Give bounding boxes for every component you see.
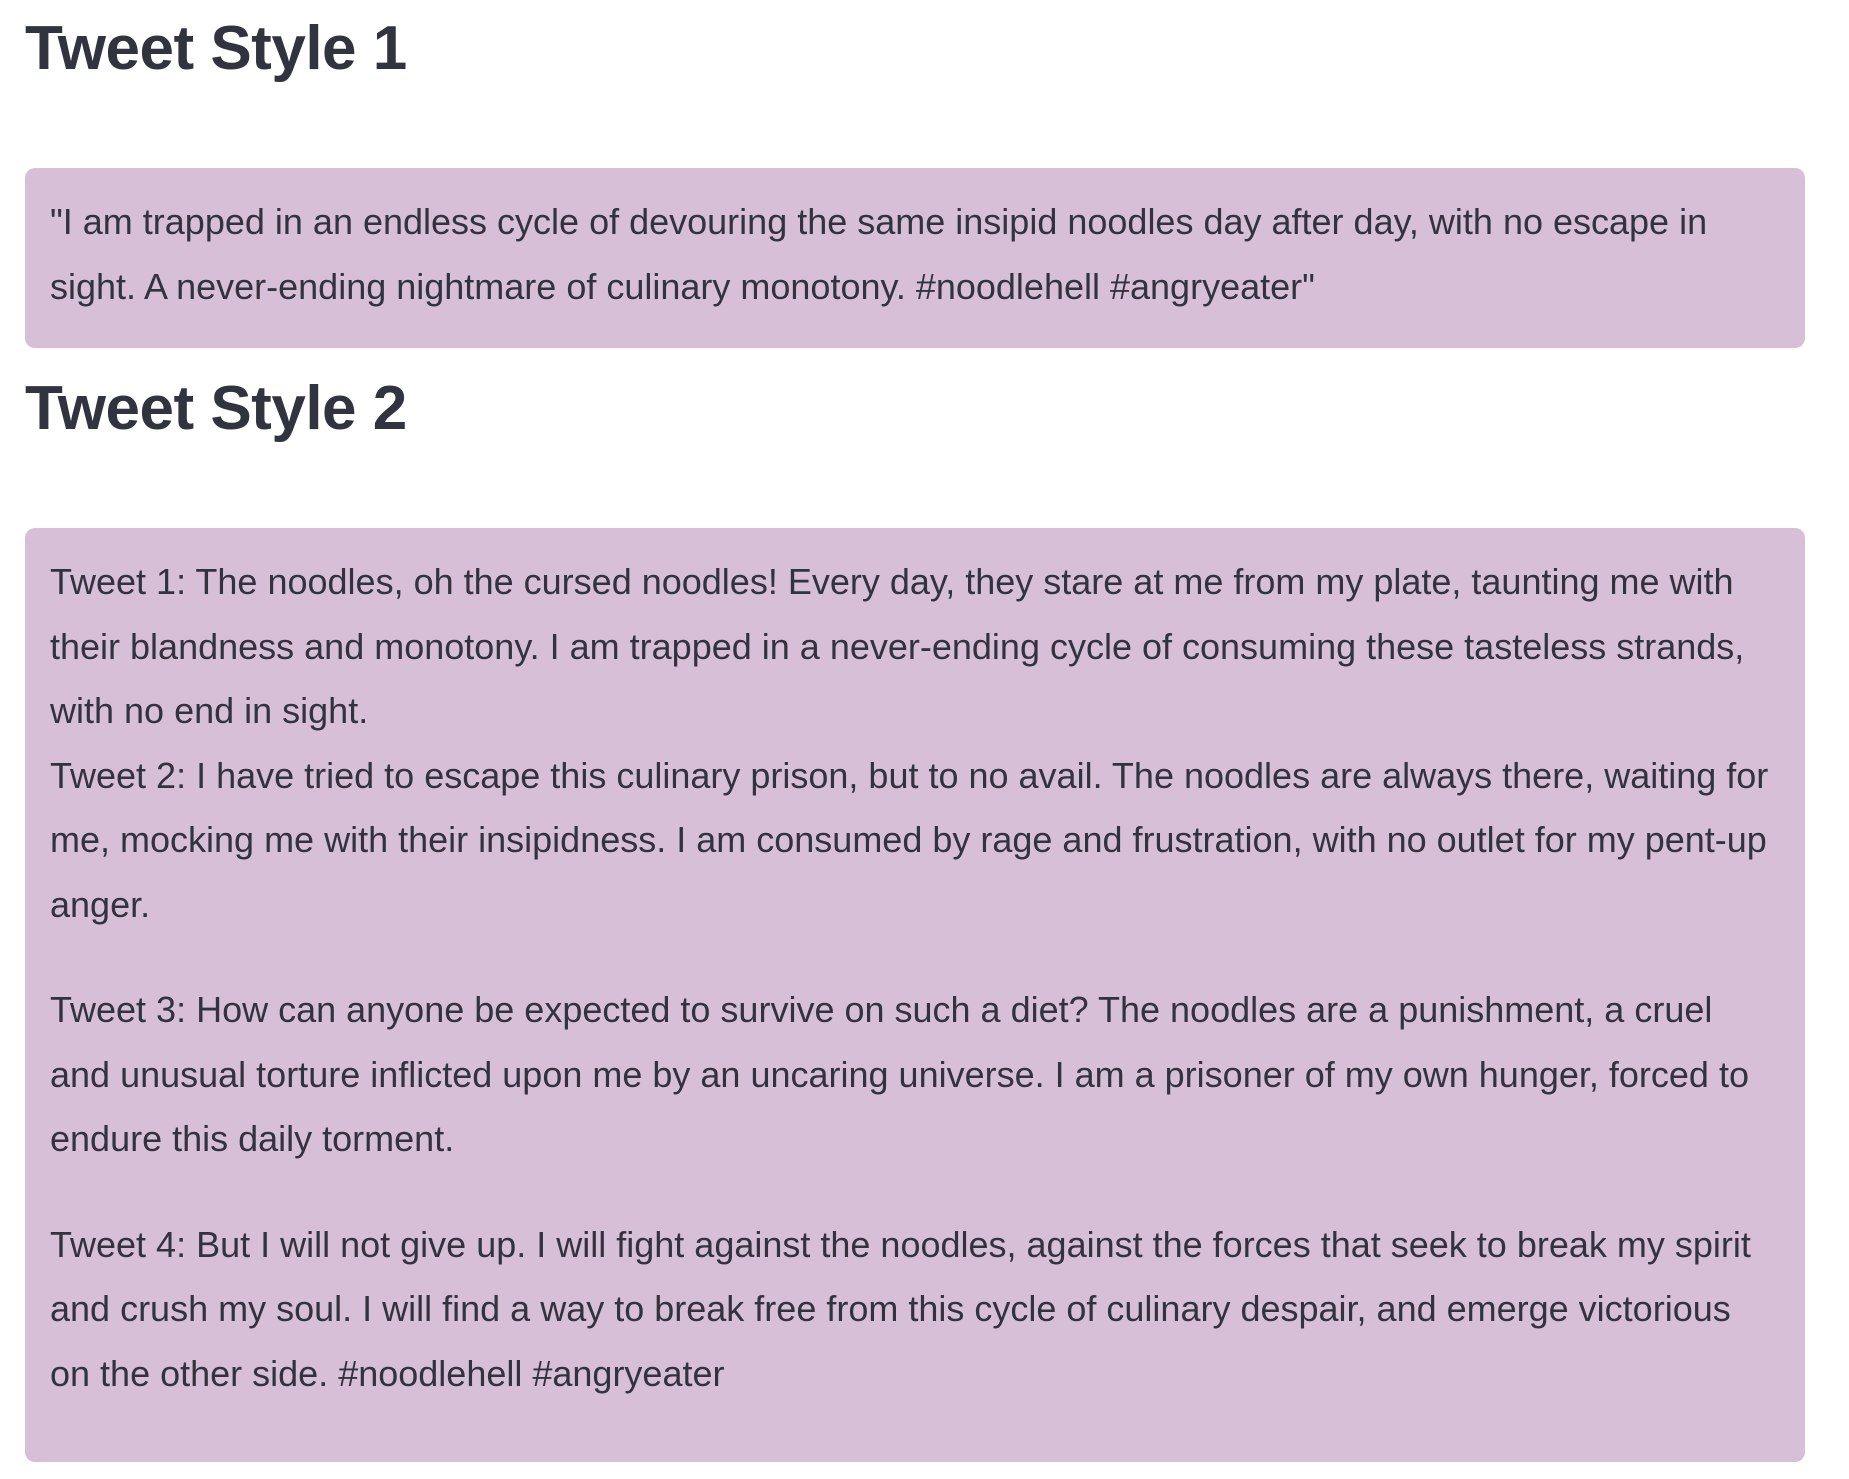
tweet-style-1-text: "I am trapped in an endless cycle of devouring the same insipid noodles day after day, with no escape in sight. A never-ending nightmare of culinary monotony. #noodlehell #angryeater" bbox=[50, 201, 1708, 307]
tweet-3-text: Tweet 3: How can anyone be expected to survive on such a diet? The noodles are a punishment, a cruel and unusual torture inflicted upon me by an uncaring universe. I am a prisoner of my own hunger, forced to endure this daily torment. bbox=[50, 989, 1749, 1159]
tweet-1-text: Tweet 1: The noodles, oh the cursed noodles! Every day, they stare at me from my plate, taunting me with their blandness and monotony. I am trapped in a never-ending cycle of consuming these tasteless strands, with no end in sight. bbox=[50, 561, 1745, 731]
tweet-2-text: Tweet 2: I have tried to escape this culinary prison, but to no avail. The noodles are always there, waiting for me, mocking me with their insipidness. I am consumed by rage and frustration, with no outlet for my pent-up anger. bbox=[50, 754, 1769, 925]
tweet-style-2-box bbox=[25, 528, 1805, 1462]
main-content bbox=[25, 0, 1805, 1462]
tweet-style-1-box bbox=[25, 168, 1805, 348]
paragraph-spacer bbox=[50, 937, 1780, 978]
section-title-tweet-style-1: Tweet Style 1 bbox=[25, 14, 407, 83]
tweet-4-text: Tweet 4: But I will not give up. I will fight against the noodles, against the forces that seek to break my spirit and crush my soul. I will find a way to break free from this cycle of culinary despair, and emerge victorious on the other side. #noodlehell #angryeater bbox=[50, 1223, 1751, 1394]
section-title-tweet-style-2: Tweet Style 2 bbox=[25, 374, 407, 443]
paragraph-spacer bbox=[50, 1172, 1780, 1213]
